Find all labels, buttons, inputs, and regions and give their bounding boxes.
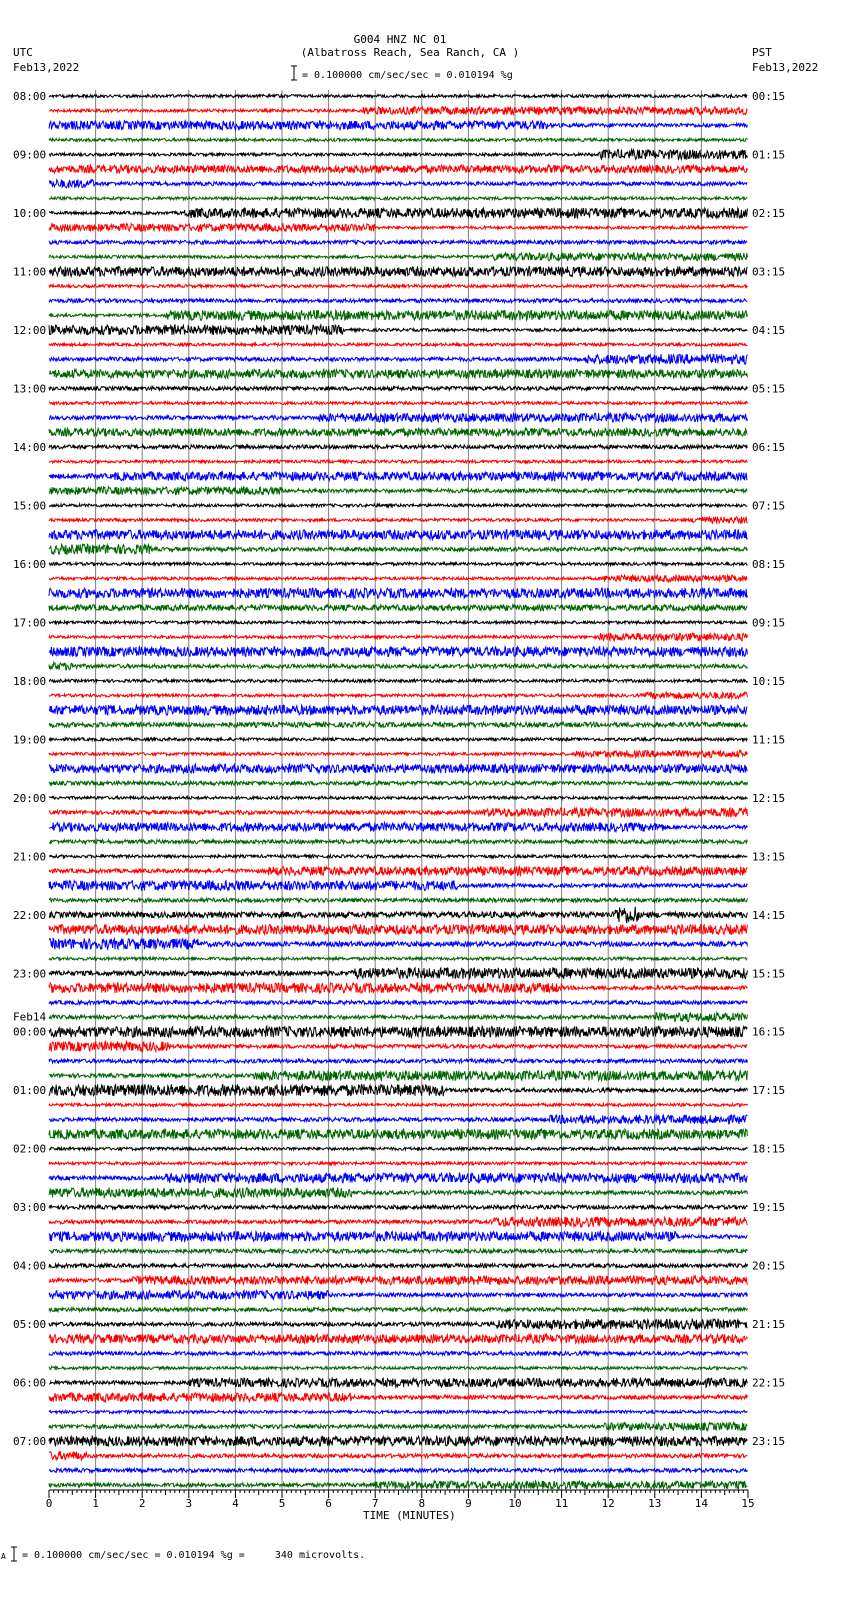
trace-0 [49,95,747,98]
trace-43 [49,722,747,727]
x-tick-label: 12 [601,1497,615,1510]
trace-2 [49,121,747,130]
trace-61 [49,983,747,993]
utc-hour-label: 12:00 [13,323,47,337]
pst-hour-label: 02:15 [752,206,786,220]
trace-81 [49,1276,747,1285]
x-tick-label: 0 [45,1497,53,1510]
utc-hour-label: 06:00 [13,1376,47,1390]
trace-93 [49,1451,747,1460]
pst-hour-label: 13:15 [752,850,786,864]
trace-38 [49,647,747,657]
trace-76 [49,1205,747,1209]
pst-hour-label: 21:15 [752,1318,786,1332]
x-tick-label: 7 [371,1497,379,1510]
trace-34 [49,588,747,598]
trace-22 [49,413,747,422]
trace-1 [49,107,747,115]
trace-7 [49,197,747,200]
trace-63 [49,1013,747,1022]
utc-hour-label: 13:00 [13,382,47,396]
trace-53 [49,866,747,875]
trace-67 [49,1071,747,1081]
trace-8 [49,208,747,218]
trace-27 [49,487,747,495]
trace-59 [49,957,747,960]
x-tick-label: 2 [138,1497,146,1510]
utc-hour-label: 00:00 [13,1025,47,1039]
pst-hour-label: 12:15 [752,791,786,805]
trace-68 [49,1084,747,1096]
trace-58 [49,939,747,950]
utc-hour-label: 02:00 [13,1142,47,1156]
utc-hour-label: 17:00 [13,616,47,630]
utc-hour-label: 21:00 [13,850,47,864]
pst-hour-label: 05:15 [752,382,786,396]
trace-83 [49,1308,747,1312]
pst-hour-label: 04:15 [752,323,786,337]
trace-92 [49,1436,747,1446]
trace-52 [49,855,747,858]
x-tick-label: 3 [185,1497,193,1510]
trace-36 [49,621,747,624]
trace-78 [49,1231,747,1241]
trace-32 [49,562,747,565]
trace-6 [49,179,747,188]
x-tick-label: 6 [325,1497,332,1510]
trace-31 [49,544,747,554]
trace-71 [49,1129,747,1139]
right-timezone: PST [752,46,772,59]
pst-hour-label: 06:15 [752,440,786,454]
trace-47 [49,781,747,785]
trace-80 [49,1264,747,1268]
x-tick-label: 13 [648,1497,662,1510]
trace-24 [49,445,747,449]
trace-39 [49,662,747,670]
trace-79 [49,1249,747,1253]
pst-hour-label: 08:15 [752,557,786,571]
trace-42 [49,705,747,715]
trace-21 [49,402,747,405]
trace-51 [49,840,747,844]
right-date: Feb13,2022 [752,61,819,74]
trace-4 [49,150,747,160]
pst-hour-label: 15:15 [752,967,786,981]
trace-14 [49,299,747,303]
date-change-label: Feb14 [13,1010,47,1024]
trace-11 [49,253,747,261]
trace-60 [49,968,747,979]
pst-hour-label: 17:15 [752,1084,786,1098]
trace-77 [49,1217,747,1227]
scale-label: = 0.100000 cm/sec/sec = 0.010194 %g [302,70,513,81]
utc-hour-label: 05:00 [13,1318,47,1332]
station-title: G004 HNZ NC 01 [353,33,447,46]
trace-90 [49,1410,747,1413]
trace-35 [49,605,747,611]
trace-87 [49,1367,747,1370]
x-axis-title: TIME (MINUTES) [363,1509,456,1522]
trace-17 [49,343,747,346]
trace-25 [49,460,747,463]
footer-scale-label: = 0.100000 cm/sec/sec = 0.010194 %g = 340 microvolts. [22,1550,366,1561]
pst-hour-label: 00:15 [752,90,786,103]
pst-hour-label: 22:15 [752,1376,786,1390]
trace-9 [49,224,747,232]
trace-65 [49,1042,747,1052]
x-tick-label: 8 [418,1497,426,1510]
utc-hour-label: 01:00 [13,1084,47,1098]
trace-70 [49,1115,747,1124]
trace-69 [49,1103,747,1106]
trace-10 [49,240,747,244]
trace-29 [49,517,747,524]
trace-72 [49,1147,747,1150]
pst-hour-label: 14:15 [752,908,786,922]
trace-28 [49,504,747,507]
pst-hour-label: 11:15 [752,733,786,747]
x-tick-label: 10 [508,1497,522,1510]
utc-hour-label: 22:00 [13,908,47,922]
trace-12 [49,267,747,277]
trace-85 [49,1334,747,1343]
trace-15 [49,310,747,320]
pst-hour-label: 23:15 [752,1435,786,1449]
trace-57 [49,924,747,934]
trace-62 [49,1001,747,1005]
trace-40 [49,679,747,682]
utc-hour-label: 10:00 [13,206,47,220]
x-tick-label: 5 [278,1497,286,1510]
utc-hour-label: 07:00 [13,1435,47,1449]
trace-45 [49,751,747,758]
trace-56 [49,907,747,923]
utc-hour-label: 18:00 [13,674,47,688]
trace-37 [49,633,747,641]
trace-13 [49,285,747,288]
trace-91 [49,1423,747,1431]
pst-hour-label: 10:15 [752,674,786,688]
trace-75 [49,1188,747,1198]
x-tick-label: 15 [741,1497,755,1510]
utc-hour-label: 14:00 [13,440,47,454]
pst-hour-label: 07:15 [752,499,786,513]
trace-33 [49,575,747,582]
pst-hour-label: 18:15 [752,1142,786,1156]
utc-hour-label: 20:00 [13,791,47,805]
trace-49 [49,808,747,817]
trace-5 [49,165,747,173]
trace-82 [49,1290,747,1299]
trace-41 [49,692,747,699]
trace-74 [49,1173,747,1183]
footer-prefix: A [1,1552,6,1561]
trace-94 [49,1468,747,1472]
trace-3 [49,138,747,141]
utc-hour-label: 08:00 [13,90,47,103]
x-tick-label: 11 [554,1497,569,1510]
utc-hour-label: 19:00 [13,733,47,747]
x-tick-label: 4 [232,1497,239,1510]
trace-44 [49,738,747,741]
x-tick-label: 9 [465,1497,472,1510]
utc-hour-label: 15:00 [13,499,47,513]
trace-84 [49,1319,747,1329]
trace-66 [49,1059,747,1063]
trace-88 [49,1378,747,1387]
trace-48 [49,796,747,799]
pst-hour-label: 01:15 [752,148,786,162]
trace-16 [49,325,747,335]
pst-hour-label: 16:15 [752,1025,786,1039]
utc-hour-label: 04:00 [13,1259,47,1273]
trace-26 [49,472,747,481]
trace-73 [49,1162,747,1165]
trace-55 [49,898,747,902]
trace-23 [49,428,747,436]
trace-89 [49,1393,747,1402]
left-timezone: UTC [13,46,33,59]
pst-hour-label: 09:15 [752,616,786,630]
utc-hour-label: 11:00 [13,265,47,279]
station-location: (Albatross Reach, Sea Ranch, CA ) [300,46,520,59]
trace-50 [49,823,747,832]
left-date: Feb13,2022 [13,61,80,74]
trace-64 [49,1026,747,1037]
trace-86 [49,1351,747,1355]
trace-54 [49,881,747,891]
trace-95 [49,1481,747,1489]
trace-18 [49,354,747,364]
pst-hour-label: 19:15 [752,1201,786,1215]
utc-hour-label: 09:00 [13,148,47,162]
utc-hour-label: 03:00 [13,1201,47,1215]
trace-20 [49,386,747,390]
trace-19 [49,369,747,378]
utc-hour-label: 16:00 [13,557,47,571]
footer-scale-bar-icon [10,1546,18,1562]
trace-46 [49,764,747,773]
x-tick-label: 1 [92,1497,99,1510]
x-tick-label: 14 [694,1497,709,1510]
pst-hour-label: 03:15 [752,265,786,279]
pst-hour-label: 20:15 [752,1259,786,1273]
trace-30 [49,530,747,540]
utc-hour-label: 23:00 [13,967,47,981]
